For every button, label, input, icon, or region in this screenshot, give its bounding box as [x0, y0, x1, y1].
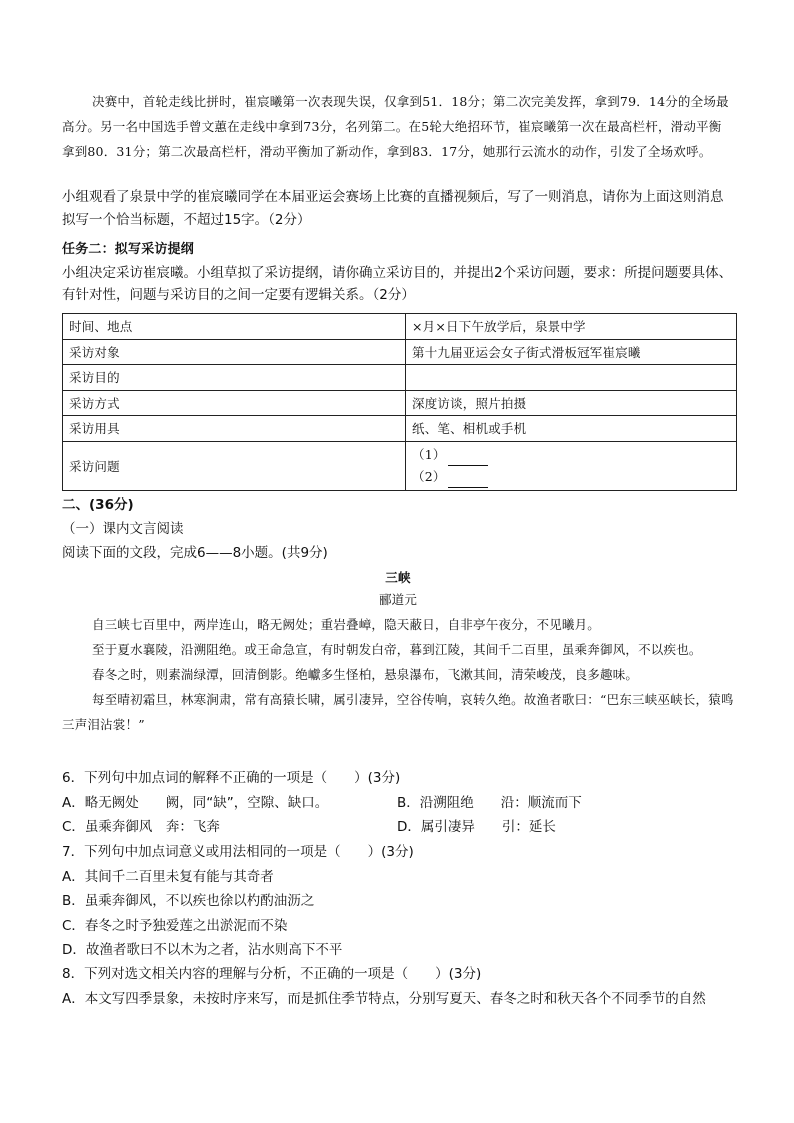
- question-7: [62, 840, 742, 963]
- row-value: ×月×日下午放学后，泉景中学: [406, 314, 737, 340]
- row-label: 采访用具: [63, 416, 406, 442]
- option-a[interactable]: A．略无阙处 阙，同“缺”，空隙、缺口。: [62, 794, 329, 811]
- option-b[interactable]: B．沿溯阻绝 沿：顺流而下: [397, 794, 582, 811]
- table-row: [63, 390, 737, 416]
- row-label: 采访对象: [63, 339, 406, 365]
- option-b[interactable]: B．虽乘奔御风，不以疾也徐以杓酌油沥之: [62, 893, 315, 909]
- task2-prompt: 小组决定采访崔宸曦。小组草拟了采访提纲，请你确立采访目的，并提出2个采访问题，要求：所提问题要具体、有针对性，问题与采访目的之间一定要有逻辑关系。（2分）: [62, 264, 733, 303]
- section2-header: [62, 493, 734, 565]
- news-paragraph: 决赛中，首轮走线比拼时，崔宸曦第一次表现失误，仅拿到51．18分；第二次完美发挥，拿到79．14分的全场最高分。另一名中国选手曾文蕙在走线中拿到73分，名列第二。在5轮大绝招环节，崔宸曦第一次在最高栏杆，滑动平衡拿到80．31分；第二次最高栏杆，滑动平衡加了新动作，拿到83．17分，她那行云流水的动作，引发了全场欢呼。: [62, 94, 729, 159]
- row-value: 深度访谈，照片拍摄: [406, 390, 737, 416]
- reading-instruction: 阅读下面的文段，完成6——8小题。(共9分): [62, 545, 328, 561]
- option-row: [62, 815, 742, 840]
- task1-prompt: 小组观看了泉景中学的崔宸曦同学在本届亚运会赛场上比赛的直播视频后，写了一则消息，请你为上面这则消息拟写一个恰当标题，不超过15字。（2分）: [62, 189, 724, 228]
- table-row: [63, 416, 737, 442]
- table-row: [63, 441, 737, 490]
- row-label: 采访问题: [63, 441, 406, 490]
- section-heading: 二、(36分): [62, 497, 134, 513]
- text-title: 三峡: [385, 570, 411, 585]
- question-1-label: （1）: [412, 446, 446, 462]
- option-d[interactable]: D．属引凄异 引：延长: [397, 819, 556, 835]
- classical-text: [62, 612, 734, 737]
- text-author: 郦道元: [378, 592, 418, 607]
- purpose-answer-cell[interactable]: [406, 365, 737, 391]
- question-8: [62, 962, 742, 1011]
- table-row: [63, 339, 737, 365]
- option-row: [62, 791, 742, 816]
- option-a[interactable]: A．其间千二百里未复有能与其奇者: [62, 868, 274, 885]
- row-label: 采访方式: [63, 390, 406, 416]
- row-value: 第十九届亚运会女子街式滑板冠军崔宸曦: [406, 339, 737, 365]
- question-stem: 7．下列句中加点词意义或用法相同的一项是（ ）(3分): [62, 844, 414, 860]
- table-row: [63, 314, 737, 340]
- questions-cell: [406, 441, 737, 490]
- option-c[interactable]: C．虽乘奔御风 奔：飞奔: [62, 819, 220, 835]
- text-paragraph: 每至晴初霜旦，林寒涧肃，常有高猿长啸，属引凄异，空谷传响，哀转久绝。故渔者歌曰：“巴东三峡巫峡长，猿鸣三声泪沾裳！”: [62, 692, 734, 732]
- question-1-blank[interactable]: [448, 453, 488, 466]
- task2-title: 任务二：拟写采访提纲: [62, 242, 195, 257]
- question-2-blank[interactable]: [448, 475, 488, 488]
- table-row: [63, 365, 737, 391]
- option-a[interactable]: A．本文写四季景象，未按时序来写，而是抓住季节特点，分别写夏天、春冬之时和秋天各个不同季节的自然: [62, 990, 706, 1007]
- subsection-heading: （一）课内文言阅读: [62, 521, 184, 537]
- text-paragraph: 至于夏水襄陵，沿溯阻绝。或王命急宣，有时朝发白帝，暮到江陵，其间千二百里，虽乘奔御风，不以疾也。: [92, 642, 702, 657]
- text-paragraph: 春冬之时，则素湍绿潭，回清倒影。绝巘多生怪柏，悬泉瀑布，飞漱其间，清荣峻茂，良多趣味。: [92, 667, 639, 682]
- question-stem: 8．下列对选文相关内容的理解与分析，不正确的一项是（ ）(3分): [62, 966, 482, 982]
- question-6: [62, 766, 742, 840]
- row-label: 时间、地点: [63, 314, 406, 340]
- row-value: 纸、笔、相机或手机: [406, 416, 737, 442]
- option-d[interactable]: D．故渔者歌曰不以木为之者，沾水则高下不平: [62, 942, 343, 958]
- task2-block: [62, 239, 734, 307]
- interview-outline-table: [62, 313, 737, 491]
- text-paragraph: 自三峡七百里中，两岸连山，略无阙处；重岩叠嶂，隐天蔽日，自非亭午夜分，不见曦月。: [92, 617, 601, 632]
- text-heading: [62, 567, 734, 611]
- question-stem: 6．下列句中加点词的解释不正确的一项是（ ）(3分): [62, 770, 401, 786]
- option-c[interactable]: C．春冬之时予独爱莲之出淤泥而不染: [62, 917, 288, 934]
- row-label: 采访目的: [63, 365, 406, 391]
- question-2-label: （2）: [412, 468, 446, 484]
- news-article: [62, 89, 734, 164]
- task1-block: [62, 186, 734, 231]
